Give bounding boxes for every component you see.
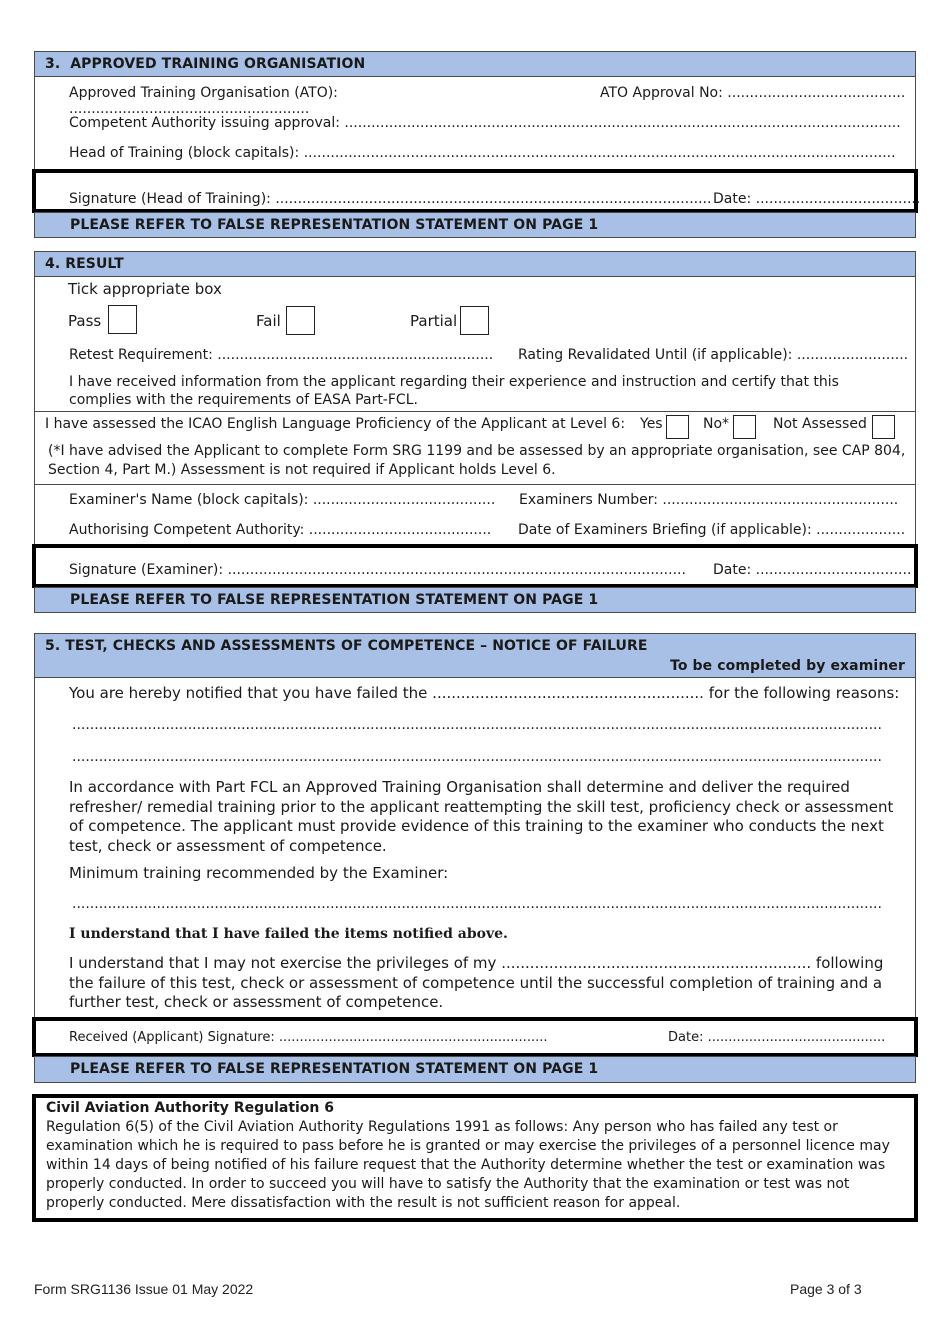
hot-field[interactable]: ..................................................................................................................................... bbox=[303, 145, 896, 161]
privileges-pre: I understand that I may not exercise the privileges of my bbox=[69, 954, 497, 972]
authorising-row bbox=[69, 522, 494, 538]
examiner-signature-row bbox=[69, 562, 689, 578]
section4-title: 4. RESULT bbox=[45, 256, 124, 272]
hot-date-row bbox=[713, 191, 921, 207]
no-checkbox[interactable] bbox=[733, 415, 756, 439]
tick-label: Tick appropriate box bbox=[68, 280, 222, 298]
section3-header bbox=[34, 51, 916, 77]
fail-label: Fail bbox=[256, 312, 281, 330]
authorising-label: Authorising Competent Authority: bbox=[69, 522, 305, 538]
section4-refer: PLEASE REFER TO FALSE REPRESENTATION STATEMENT ON PAGE 1 bbox=[70, 592, 599, 608]
no-label: No* bbox=[703, 416, 730, 432]
reason-line-1[interactable]: ...................................................................................................................................................................................... bbox=[72, 717, 882, 733]
received-date-field[interactable]: ........................................... bbox=[707, 1030, 886, 1045]
icao-label: I have assessed the ICAO English Language Proficiency of the Applicant at Level 6: bbox=[45, 416, 626, 432]
ato-row bbox=[69, 85, 579, 117]
ato-label: Approved Training Organisation (ATO): bbox=[69, 85, 338, 101]
section5-refer-bar bbox=[34, 1056, 916, 1083]
examiner-date-row bbox=[713, 562, 912, 578]
not-assessed-checkbox[interactable] bbox=[872, 415, 895, 439]
pass-checkbox[interactable] bbox=[108, 305, 137, 334]
received-date-row bbox=[668, 1030, 903, 1045]
minimum-label: Minimum training recommended by the Examiner: bbox=[69, 864, 449, 882]
yes-checkbox[interactable] bbox=[666, 415, 689, 439]
retest-field[interactable]: .............................................................. bbox=[217, 347, 494, 363]
hot-label: Head of Training (block capitals): bbox=[69, 145, 300, 161]
reason-line-2[interactable]: ...................................................................................................................................................................................... bbox=[72, 749, 882, 765]
briefing-field[interactable]: .................... bbox=[816, 522, 906, 538]
examiner-date-field[interactable]: ................................... bbox=[755, 562, 912, 578]
received-signature-field[interactable]: ................................................................. bbox=[278, 1030, 548, 1045]
notified-pre: You are hereby notified that you have failed the bbox=[69, 684, 428, 702]
section5-refer: PLEASE REFER TO FALSE REPRESENTATION STATEMENT ON PAGE 1 bbox=[70, 1061, 599, 1077]
examiner-name-field[interactable]: ......................................... bbox=[312, 492, 496, 508]
revalidated-field[interactable]: ......................... bbox=[796, 347, 909, 363]
received-date-label: Date: bbox=[668, 1030, 704, 1045]
examiner-divider bbox=[34, 484, 916, 485]
hot-signature-field[interactable]: .................................................................................................. bbox=[275, 191, 712, 207]
revalidated-label: Rating Revalidated Until (if applicable): bbox=[518, 347, 793, 363]
privileges-text bbox=[69, 954, 909, 1013]
not-assessed-label: Not Assessed bbox=[773, 416, 867, 432]
hot-date-label: Date: bbox=[713, 191, 752, 207]
examiner-name-label: Examiner's Name (block capitals): bbox=[69, 492, 309, 508]
ato-field[interactable]: ...................................................... bbox=[69, 101, 310, 117]
hot-signature-label: Signature (Head of Training): bbox=[69, 191, 271, 207]
section4-refer-bar bbox=[34, 587, 916, 613]
advised-text: (*I have advised the Applicant to complete Form SRG 1199 and be assessed by an appropriate organisation, see CAP 804, Section 4, Part M.) Assessment is not required if Applicant holds Level 6. bbox=[48, 443, 906, 478]
examiner-signature-field[interactable]: ....................................................................................................... bbox=[227, 562, 686, 578]
section4-header bbox=[34, 251, 916, 277]
received-signature-row bbox=[69, 1030, 589, 1045]
examiner-date-label: Date: bbox=[713, 562, 752, 578]
briefing-row bbox=[518, 522, 908, 538]
licence-field[interactable]: ................................................................. bbox=[501, 954, 812, 972]
notified-post: for the following reasons: bbox=[708, 684, 900, 702]
examiner-number-field[interactable]: ..................................................... bbox=[662, 492, 899, 508]
regulation-body: Regulation 6(5) of the Civil Aviation Authority Regulations 1991 as follows: Any person who has failed any test or examination which he is required to pass before he is granted or may exercise the privileges of a personnel licence may within 14 days of being notified of his failure request that the Authority determine whether the test or examination was properly conducted. In order to succeed you will have to satisfy the Authority that the examination or test was not properly conducted. Mere dissatisfaction with the result is not sufficient reason for appeal. bbox=[46, 1119, 890, 1211]
privileges-post: following the failure of this test, check or assessment of competence until the successful completion of training and a further test, check or assessment of competence. bbox=[69, 954, 884, 1011]
hot-signature-row bbox=[69, 191, 712, 207]
form-number: Form SRG1136 Issue 01 May 2022 bbox=[34, 1281, 254, 1297]
notified-row bbox=[69, 684, 909, 702]
retest-row bbox=[69, 347, 499, 363]
authorising-field[interactable]: ......................................... bbox=[308, 522, 492, 538]
revalidated-row bbox=[518, 347, 908, 363]
partial-label: Partial bbox=[410, 312, 458, 330]
section3-refer: PLEASE REFER TO FALSE REPRESENTATION STATEMENT ON PAGE 1 bbox=[70, 217, 599, 233]
head-of-training-row bbox=[69, 145, 909, 161]
section3-refer-bar bbox=[34, 212, 916, 238]
examiner-number-row bbox=[519, 492, 909, 508]
partial-checkbox[interactable] bbox=[460, 306, 489, 335]
ato-approval-label: ATO Approval No: bbox=[600, 85, 723, 101]
yes-label: Yes bbox=[640, 416, 663, 432]
accordance-text: In accordance with Part FCL an Approved Training Organisation shall determine and deliver the required refresher/ remedial training prior to the applicant reattempting the skill test, proficiency check or assessment of competence. The applicant must provide evidence of this training to the examiner who conducts the next test, check or assessment of competence. bbox=[69, 778, 894, 855]
authority-row bbox=[69, 115, 909, 131]
page-number: Page 3 of 3 bbox=[790, 1281, 862, 1297]
icao-divider-top bbox=[34, 411, 916, 412]
failed-item-field[interactable]: ......................................................... bbox=[432, 684, 704, 702]
briefing-label: Date of Examiners Briefing (if applicable): bbox=[518, 522, 812, 538]
section5-title: 5. TEST, CHECKS AND ASSESSMENTS OF COMPETENCE – NOTICE OF FAILURE bbox=[45, 638, 648, 654]
section3-title: 3. APPROVED TRAINING ORGANISATION bbox=[45, 56, 366, 72]
regulation-title: Civil Aviation Authority Regulation 6 bbox=[46, 1100, 335, 1116]
hot-date-field[interactable]: ..................................... bbox=[755, 191, 921, 207]
examiner-number-label: Examiners Number: bbox=[519, 492, 658, 508]
section5-header bbox=[34, 633, 916, 678]
fail-checkbox[interactable] bbox=[286, 306, 315, 335]
authority-field[interactable]: ............................................................................................................................. bbox=[344, 115, 901, 131]
minimum-field[interactable]: ...................................................................................................................................................................................... bbox=[72, 896, 882, 912]
retest-label: Retest Requirement: bbox=[69, 347, 213, 363]
understand-bold: I understand that I have failed the items notified above. bbox=[69, 926, 508, 942]
ato-approval-row bbox=[600, 85, 910, 101]
certify-text: I have received information from the applicant regarding their experience and instruction and certify that this complies with the requirements of EASA Part-FCL. bbox=[69, 374, 839, 408]
examiner-name-row bbox=[69, 492, 494, 508]
ato-approval-field[interactable]: ........................................ bbox=[727, 85, 906, 101]
examiner-signature-label: Signature (Examiner): bbox=[69, 562, 224, 578]
section5-subtitle: To be completed by examiner bbox=[670, 658, 905, 674]
pass-label: Pass bbox=[68, 312, 102, 330]
authority-label: Competent Authority issuing approval: bbox=[69, 115, 340, 131]
received-signature-label: Received (Applicant) Signature: bbox=[69, 1030, 275, 1045]
